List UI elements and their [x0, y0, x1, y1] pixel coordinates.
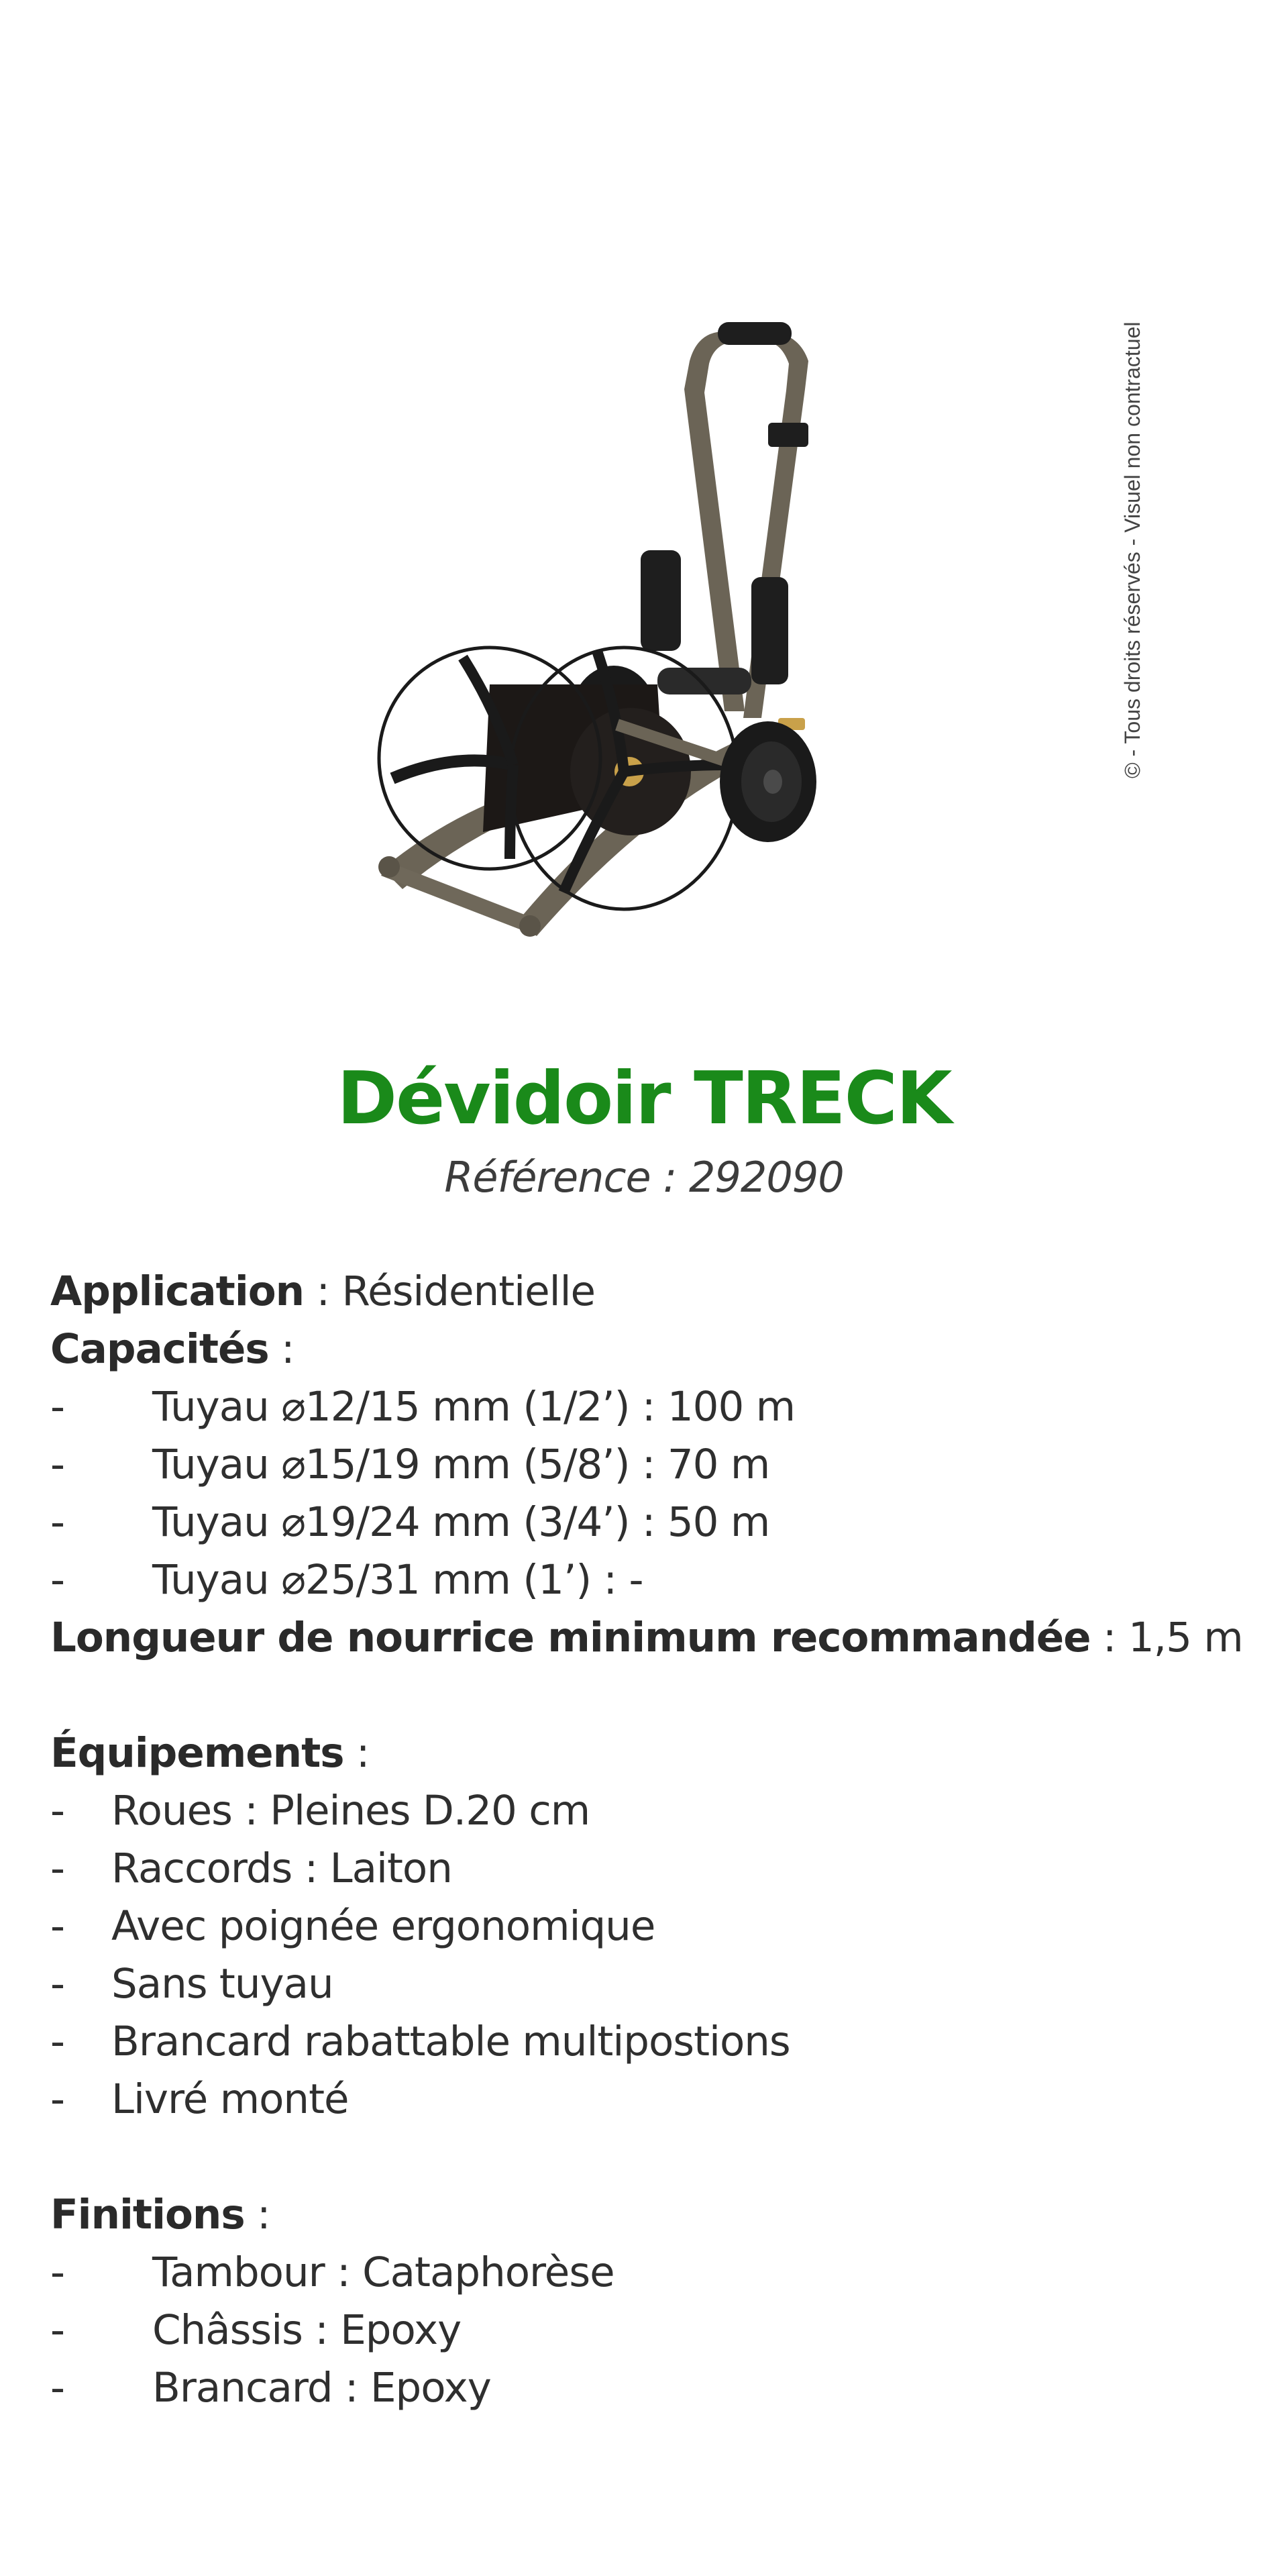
list-item — [50, 1782, 1258, 1840]
application-value: Résidentielle — [341, 1268, 596, 1315]
list-item — [50, 1955, 1258, 2013]
hose-reel-cart-image — [376, 188, 859, 953]
equipment-item: Roues : Pleines D.20 cm — [111, 1787, 590, 1835]
list-item — [50, 1378, 1258, 1436]
spacer — [50, 1667, 1258, 1724]
bullet-dash: - — [50, 1498, 65, 1546]
nourrice-label: Longueur de nourrice minimum recommandée — [50, 1614, 1091, 1661]
finish-item: Châssis : Epoxy — [152, 2306, 462, 2354]
capacity-item: Tuyau ⌀12/15 mm (1/2’) : 100 m — [152, 1383, 796, 1431]
equipment-item: Sans tuyau — [111, 1960, 333, 2008]
list-item — [50, 2302, 1258, 2359]
equipements-sep: : — [343, 1729, 370, 1777]
finish-item: Tambour : Cataphorèse — [152, 2249, 614, 2296]
product-title: Dévidoir TRECK — [337, 1057, 951, 1141]
list-item — [50, 1494, 1258, 1551]
bullet-dash: - — [50, 1383, 65, 1431]
list-item — [50, 2244, 1258, 2302]
application-line — [50, 1263, 1258, 1321]
bullet-dash: - — [50, 1960, 65, 2008]
spacer — [50, 2128, 1258, 2186]
copyright-notice: © - Tous droits réservés - Visuel non contractuel — [1120, 321, 1144, 778]
equipment-item: Livré monté — [111, 2075, 349, 2123]
bullet-dash: - — [50, 2018, 65, 2065]
bullet-dash: - — [50, 2249, 65, 2296]
capacites-heading — [50, 1321, 1258, 1378]
equipements-heading — [50, 1724, 1258, 1782]
bullet-dash: - — [50, 1441, 65, 1488]
list-item — [50, 1551, 1258, 1609]
equipment-item: Brancard rabattable multipostions — [111, 2018, 790, 2065]
list-item — [50, 1436, 1258, 1494]
nourrice-sep: : — [1090, 1614, 1128, 1661]
list-item — [50, 1840, 1258, 1898]
specifications — [50, 1263, 1258, 2417]
capacity-item: Tuyau ⌀25/31 mm (1’) : - — [152, 1556, 643, 1604]
finitions-heading — [50, 2186, 1258, 2244]
bullet-dash: - — [50, 1556, 65, 1604]
finitions-sep: : — [244, 2191, 270, 2238]
bullet-dash: - — [50, 1845, 65, 1892]
nourrice-line — [50, 1609, 1258, 1667]
bullet-dash: - — [50, 2306, 65, 2354]
application-label: Application — [50, 1268, 305, 1315]
list-item — [50, 2013, 1258, 2071]
capacites-label: Capacités — [50, 1325, 269, 1373]
product-reference: Référence : 292090 — [444, 1153, 844, 1202]
list-item — [50, 2071, 1258, 2128]
bullet-dash: - — [50, 1902, 65, 1950]
equipment-item: Avec poignée ergonomique — [111, 1902, 655, 1950]
finish-item: Brancard : Epoxy — [152, 2364, 491, 2412]
capacity-item: Tuyau ⌀15/19 mm (5/8’) : 70 m — [152, 1441, 770, 1488]
capacity-item: Tuyau ⌀19/24 mm (3/4’) : 50 m — [152, 1498, 770, 1546]
bullet-dash: - — [50, 2364, 65, 2412]
equipements-label: Équipements — [50, 1729, 344, 1777]
bullet-dash: - — [50, 1787, 65, 1835]
bullet-dash: - — [50, 2075, 65, 2123]
list-item — [50, 1898, 1258, 1955]
nourrice-value: 1,5 m — [1128, 1614, 1243, 1661]
finitions-label: Finitions — [50, 2191, 245, 2238]
application-sep: : — [304, 1268, 342, 1315]
capacites-sep: : — [268, 1325, 294, 1373]
list-item — [50, 2359, 1258, 2417]
equipment-item: Raccords : Laiton — [111, 1845, 452, 1892]
